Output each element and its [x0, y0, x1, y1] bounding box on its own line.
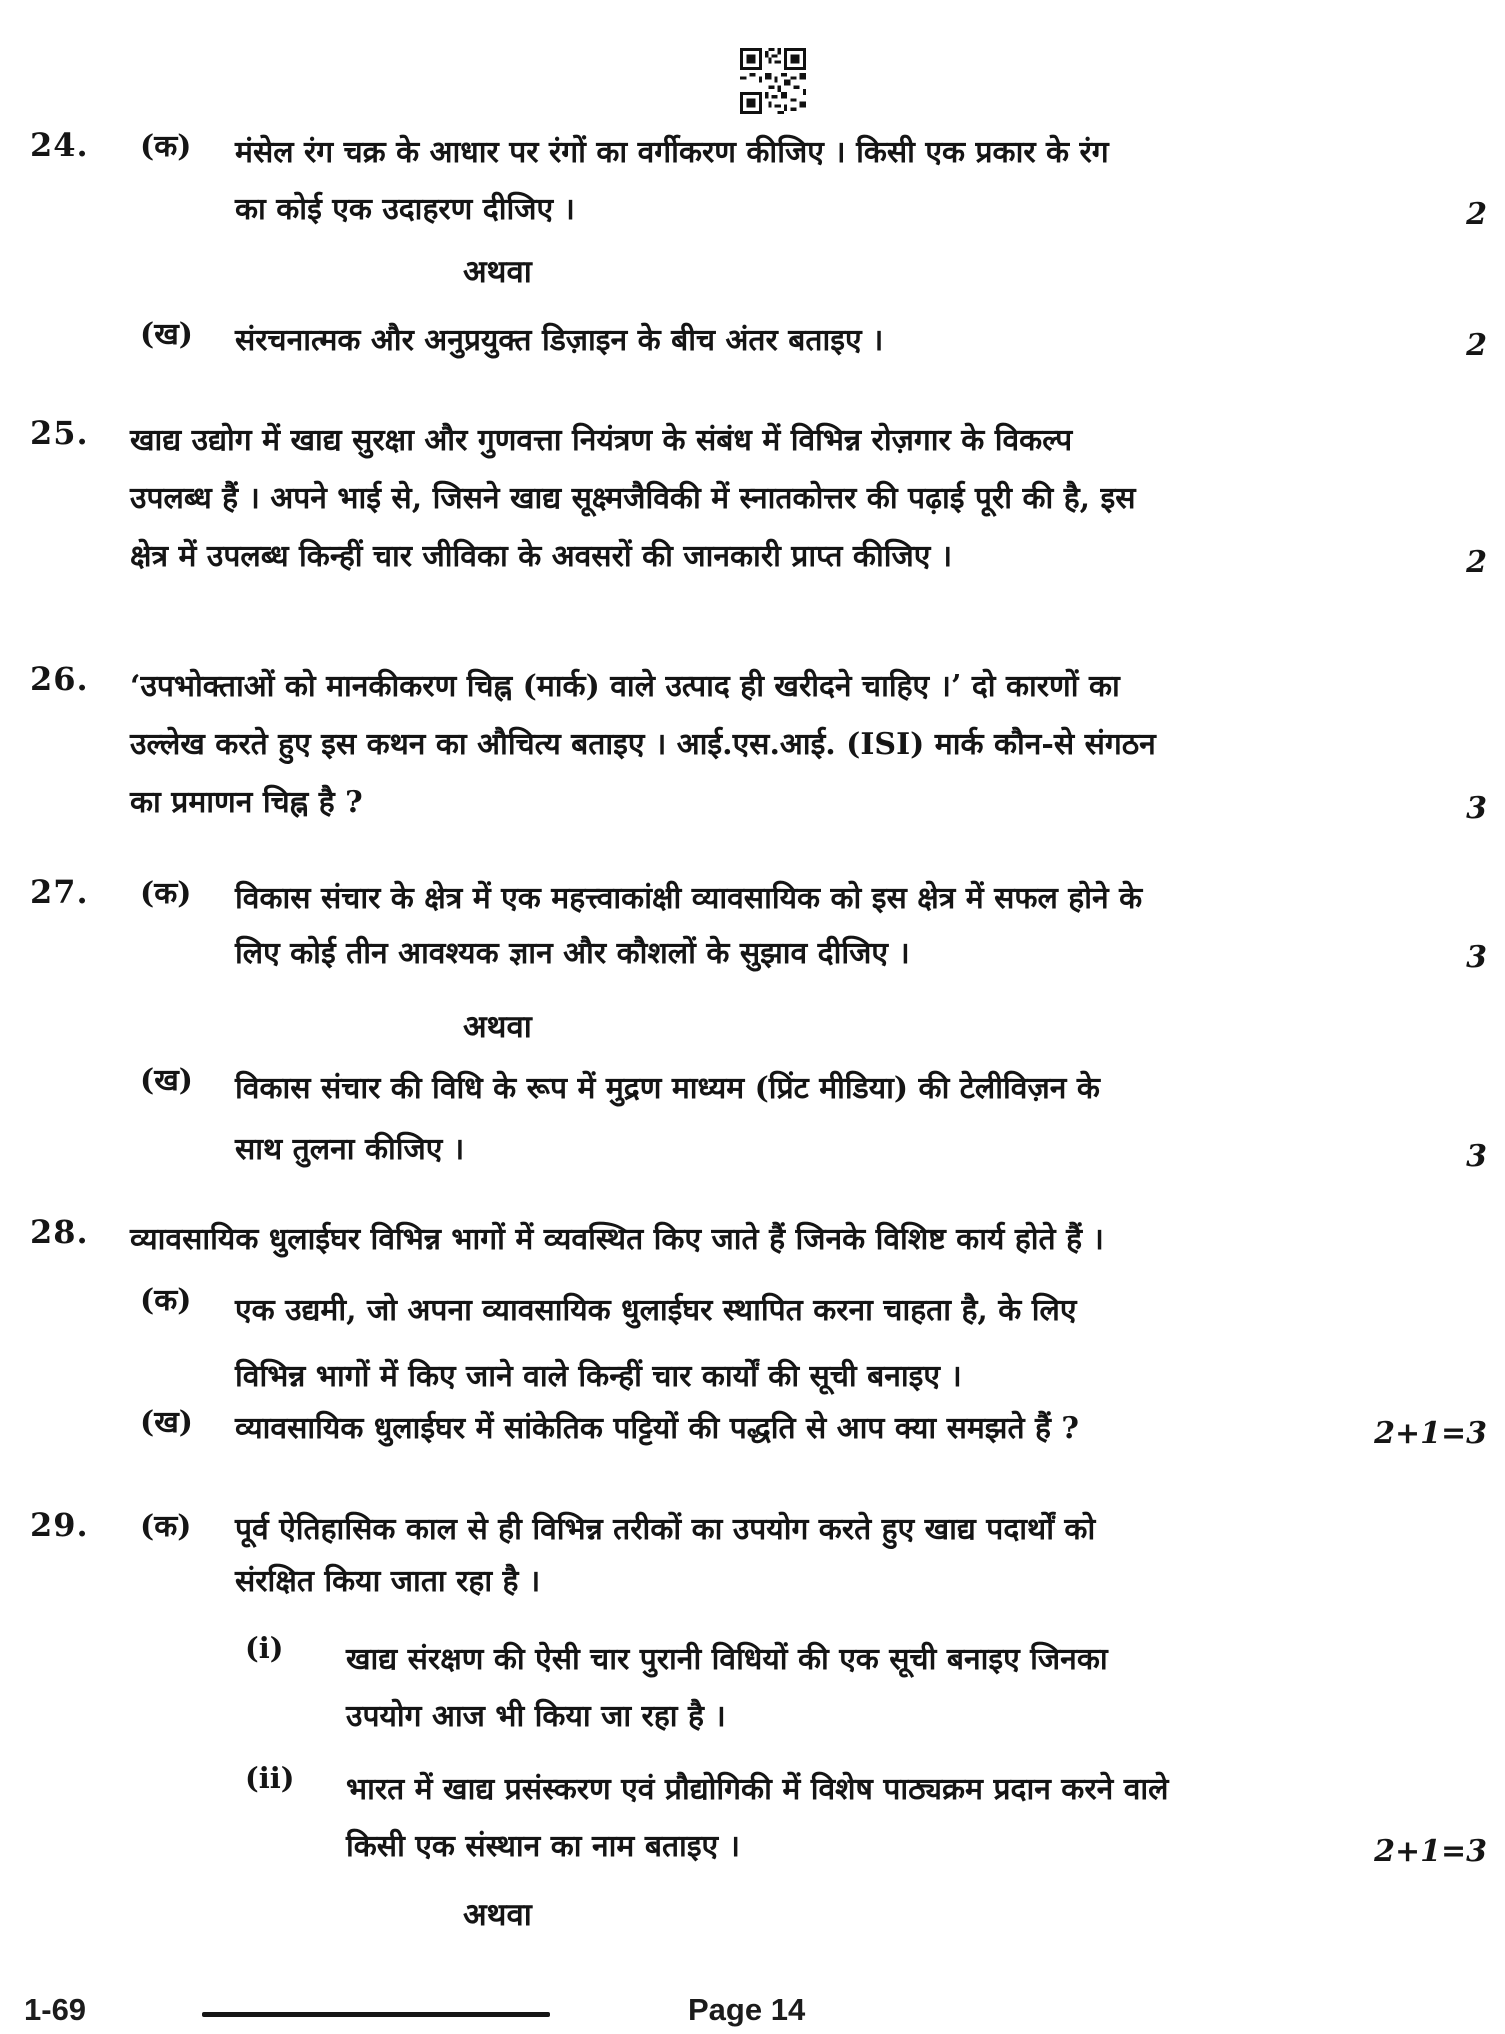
qr-code: [740, 48, 806, 114]
question-27-part-b: [0, 1058, 1505, 1180]
question-24-part-a: [0, 124, 1505, 238]
question-line: ‘उपभोक्ताओं को मानकीकरण चिह्न (मार्क) वाले उत्पाद ही खरीदने चाहिए ।’ दो कारणों का: [130, 669, 1120, 704]
marks-value: 2+1=3: [1374, 1416, 1487, 1451]
part-label: (क): [140, 129, 192, 164]
question-line: मंसेल रंग चक्र के आधार पर रंगों का वर्गीकरण कीजिए । किसी एक प्रकार के रंग: [235, 135, 1109, 170]
question-28-intro: [0, 1211, 1505, 1268]
question-line: उल्लेख करते हुए इस कथन का औचित्य बताइए । आई.एस.आई. (ISI) मार्क कौन-से संगठन: [130, 727, 1156, 762]
marks-value: 3: [1466, 791, 1487, 826]
question-line: लिए कोई तीन आवश्यक ज्ञान और कौशलों के सुझाव दीजिए ।: [235, 936, 910, 971]
question-number: 28.: [30, 1213, 89, 1251]
marks-value: 2: [1466, 197, 1487, 232]
question-line: विभिन्न भागों में किए जाने वाले किन्हीं चार कार्यों की सूची बनाइए ।: [235, 1359, 962, 1394]
part-label: (क): [140, 1509, 192, 1544]
question-25: [0, 412, 1505, 586]
or-label: अथवा: [463, 254, 532, 290]
part-label: (क): [140, 876, 192, 911]
or-label: अथवा: [463, 1009, 532, 1045]
marks-value: 2+1=3: [1374, 1834, 1487, 1869]
question-26: [0, 658, 1505, 832]
question-line: व्यावसायिक धुलाईघर विभिन्न भागों में व्यवस्थित किए जाते हैं जिनके विशिष्ट कार्य होते हैं ।: [130, 1222, 1104, 1257]
question-line: किसी एक संस्थान का नाम बताइए ।: [346, 1829, 740, 1864]
marks-value: 3: [1466, 940, 1487, 975]
question-29-sub-ii: [0, 1761, 1505, 1875]
part-label: (ख): [140, 317, 193, 352]
question-line: पूर्व ऐतिहासिक काल से ही विभिन्न तरीकों का उपयोग करते हुए खाद्य पदार्थों को: [235, 1512, 1096, 1547]
question-24-part-b: [0, 312, 1505, 369]
question-line: भारत में खाद्य प्रसंस्करण एवं प्रौद्योगिकी में विशेष पाठ्यक्रम प्रदान करने वाले: [346, 1772, 1169, 1807]
question-29-part-a: [0, 1504, 1505, 1608]
question-line: क्षेत्र में उपलब्ध किन्हीं चार जीविका के अवसरों की जानकारी प्राप्त कीजिए ।: [130, 539, 953, 574]
question-line: खाद्य उद्योग में खाद्य सुरक्षा और गुणवत्ता नियंत्रण के संबंध में विभिन्न रोज़गार के विकल्प: [130, 423, 1073, 458]
question-27-part-a: [0, 871, 1505, 981]
question-line: का कोई एक उदाहरण दीजिए ।: [235, 192, 575, 227]
footer-page-number: Page 14: [688, 1992, 806, 2027]
question-line: संरचनात्मक और अनुप्रयुक्त डिज़ाइन के बीच अंतर बताइए ।: [235, 323, 884, 358]
question-number: 27.: [30, 873, 89, 911]
marks-value: 2: [1466, 545, 1487, 580]
question-number: 25.: [30, 414, 89, 452]
question-28-part-b: [0, 1400, 1505, 1457]
question-line: उपयोग आज भी किया जा रहा है ।: [346, 1699, 726, 1734]
or-label: अथवा: [463, 1897, 532, 1933]
question-line: संरक्षित किया जाता रहा है ।: [235, 1564, 541, 1599]
question-29-sub-i: [0, 1631, 1505, 1745]
marks-value: 2: [1466, 328, 1487, 363]
question-number: 26.: [30, 660, 89, 698]
question-line: साथ तुलना कीजिए ।: [235, 1132, 465, 1167]
footer-paper-code: 1-69: [24, 1992, 87, 2027]
sub-part-label: (ii): [245, 1761, 295, 1795]
question-line: विकास संचार की विधि के रूप में मुद्रण माध्यम (प्रिंट मीडिया) की टेलीविज़न के: [235, 1071, 1100, 1106]
question-line: का प्रमाणन चिह्न है ?: [130, 785, 363, 820]
part-label: (ख): [140, 1405, 193, 1440]
footer-divider: [202, 2012, 550, 2017]
question-28-part-a: [0, 1278, 1505, 1410]
marks-value: 3: [1466, 1139, 1487, 1174]
question-line: एक उद्यमी, जो अपना व्यावसायिक धुलाईघर स्थापित करना चाहता है, के लिए: [235, 1293, 1077, 1328]
question-number: 29.: [30, 1506, 89, 1544]
question-line: विकास संचार के क्षेत्र में एक महत्त्वाकांक्षी व्यावसायिक को इस क्षेत्र में सफल होने के: [235, 881, 1143, 916]
question-line: उपलब्ध हैं । अपने भाई से, जिसने खाद्य सूक्ष्मजैविकी में स्नातकोत्तर की पढ़ाई पूरी की है, इस: [130, 481, 1136, 516]
part-label: (क): [140, 1283, 192, 1318]
question-line: खाद्य संरक्षण की ऐसी चार पुरानी विधियों की एक सूची बनाइए जिनका: [346, 1642, 1108, 1677]
question-number: 24.: [30, 126, 89, 164]
sub-part-label: (i): [245, 1631, 284, 1665]
part-label: (ख): [140, 1063, 193, 1098]
question-line: व्यावसायिक धुलाईघर में सांकेतिक पट्टियों की पद्धति से आप क्या समझते हैं ?: [235, 1411, 1079, 1446]
